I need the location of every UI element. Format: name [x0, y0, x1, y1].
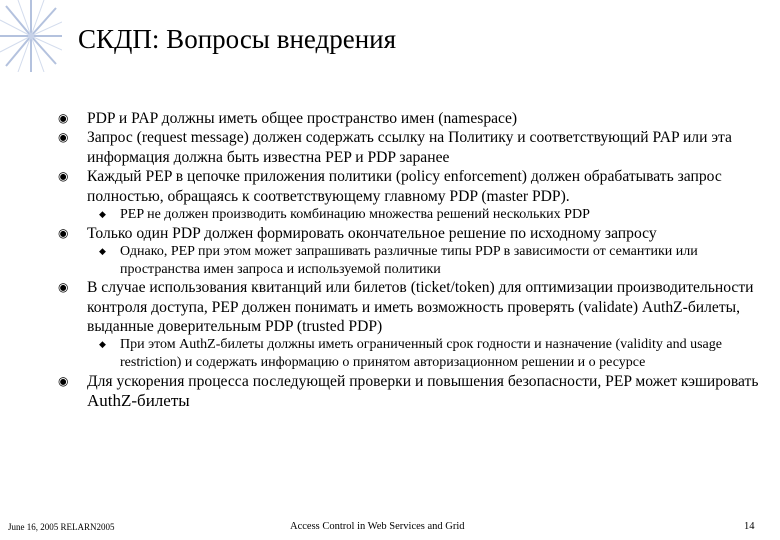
sub-bullet-text: При этом AuthZ-билеты должны иметь ограниченный срок годности и назначение (validity and usage restriction) и содержать информацию о принятом авторизационном решении и о ресурсе: [120, 337, 722, 371]
slide-title: СКДП: Вопросы внедрения: [78, 24, 397, 54]
diamond-bullet-icon: ◆: [99, 339, 106, 350]
bullet-item: [52, 372, 762, 412]
bullet-item: [52, 278, 762, 336]
diamond-bullet-icon: ◆: [99, 246, 106, 257]
bullet-item: [52, 109, 762, 128]
footer-title: Access Control in Web Services and Grid: [290, 521, 465, 532]
diamond-bullet-icon: ◆: [99, 209, 106, 220]
bullet-text: Для ускорения процесса последующей проверки и повышения безопасности, PEP может кэшировать: [87, 372, 759, 390]
bullet-text: Только один PDP должен формировать окончательное решение по исходному запросу: [87, 224, 657, 242]
circle-bullet-icon: ◉: [58, 373, 69, 388]
circle-bullet-icon: ◉: [58, 111, 69, 125]
starburst-icon: [0, 0, 62, 72]
sub-bullet-text: Однако, PEP при этом может запрашивать различные типы PDP в зависимости от семантики или пространства имен запроса и используемой политики: [120, 244, 698, 277]
circle-bullet-icon: ◉: [58, 130, 69, 145]
bullet-item: [52, 167, 762, 206]
sub-bullet-item: [52, 336, 762, 371]
circle-bullet-icon: ◉: [58, 169, 69, 184]
bullet-list: [52, 109, 762, 411]
bullet-item: [52, 128, 762, 167]
bullet-text: PDP и PAP должны иметь общее пространство имен (namespace): [87, 110, 518, 127]
sub-bullet-item: [52, 206, 762, 224]
bullet-text: Каждый PEP в цепочке приложения политики (policy enforcement) должен обрабатывать запрос полностью, обращаясь к соответствующему главному PDP (master PDP).: [87, 168, 722, 205]
sub-bullet-text: PEP не должен производить комбинацию множества решений нескольких PDP: [120, 207, 590, 223]
page-number: 14: [744, 521, 755, 532]
circle-bullet-icon: ◉: [58, 225, 69, 240]
circle-bullet-icon: ◉: [58, 280, 69, 295]
bullet-text-tail: AuthZ-билеты: [87, 391, 190, 411]
sub-bullet-item: [52, 243, 762, 278]
bullet-text: Запрос (request message) должен содержать ссылку на Политику и соответствующий PAP или эта информация должна быть известна PEP и PDP заранее: [87, 129, 732, 166]
footer-date: June 16, 2005 RELARN2005: [8, 522, 115, 532]
bullet-text: В случае использования квитанций или билетов (ticket/token) для оптимизации производительности контроля доступа, PEP должен понимать и иметь возможность проверять (validate) AuthZ-билеты, выданные доверительным PDP (trusted PDP): [87, 279, 754, 336]
bullet-item: [52, 224, 762, 243]
